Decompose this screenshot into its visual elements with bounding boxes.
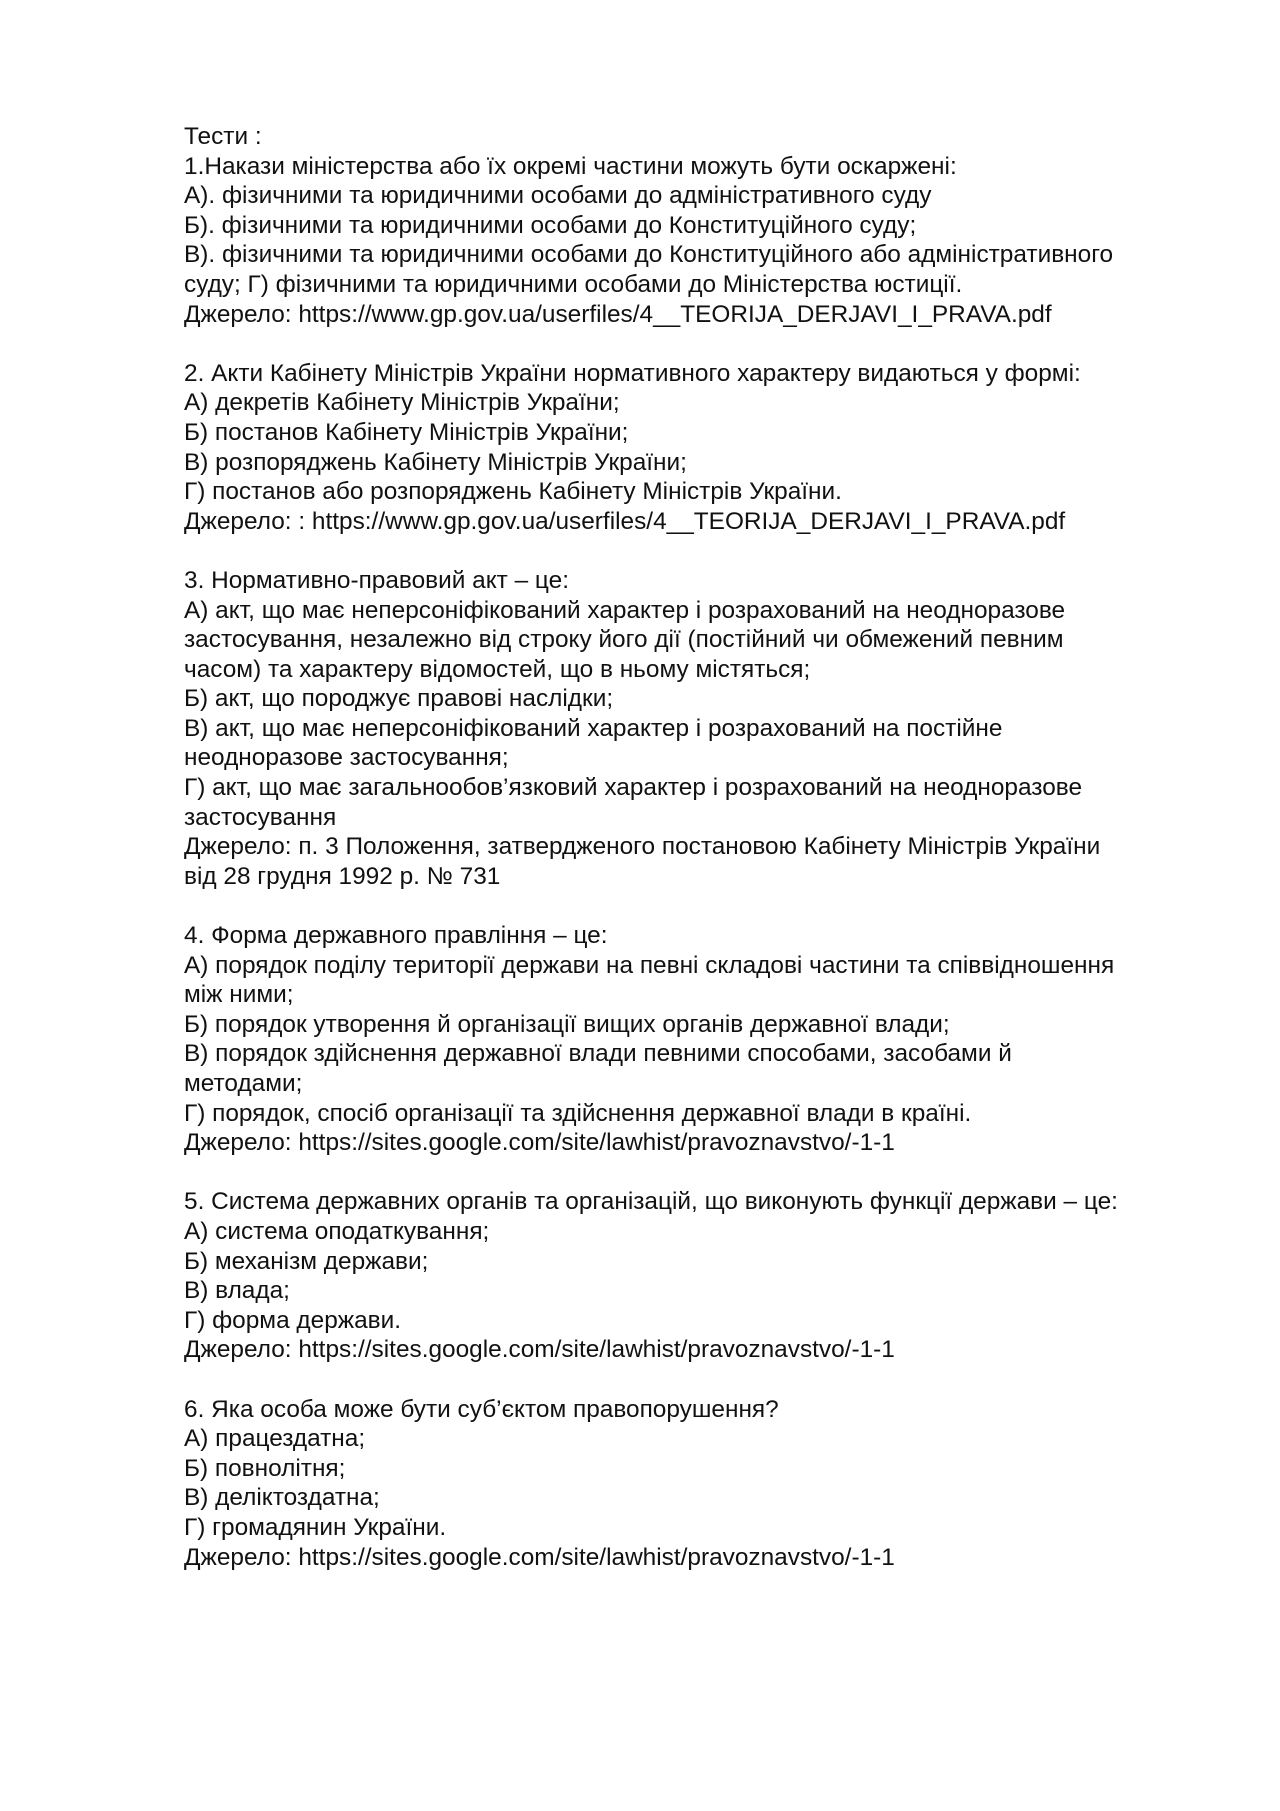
answer-option: В) деліктоздатна; xyxy=(184,1484,380,1512)
question-text: 6. Яка особа може бути суб’єктом правопорушення? xyxy=(184,1395,779,1423)
question-text: 3. Нормативно-правовий акт – це: xyxy=(184,566,569,594)
question-text: 1.Накази міністерства або їх окремі частини можуть бути оскаржені: xyxy=(184,152,957,180)
question-block xyxy=(184,152,1184,330)
question-spacer xyxy=(184,1158,1184,1188)
question-text: 5. Система державних органів та організацій, що виконують функції держави – це: xyxy=(184,1188,1118,1216)
answer-option: Г) постанов або розпоряджень Кабінету Міністрів України. xyxy=(184,478,842,506)
answer-option: Джерело: п. 3 Положення, затвердженого постановою Кабінету Міністрів України xyxy=(184,833,1101,861)
question-block xyxy=(184,359,1184,537)
question-spacer xyxy=(184,536,1184,566)
answer-option: В) акт, що має неперсоніфікований характер і розрахований на постійне xyxy=(184,714,1003,742)
answer-option: В). фізичними та юридичними особами до Конституційного або адміністративного xyxy=(184,241,1114,269)
source-line: Джерело: https://sites.google.com/site/lawhist/pravoznavstvo/-1-1 xyxy=(184,1129,895,1157)
answer-option: В) влада; xyxy=(184,1277,290,1305)
answer-option: Б) акт, що породжує правові наслідки; xyxy=(184,685,614,713)
source-line: Джерело: https://www.gp.gov.ua/userfiles/4__TEORIJA_DERJAVI_I_PRAVA.pdf xyxy=(184,300,1052,328)
answer-option: застосування xyxy=(184,803,337,831)
question-block xyxy=(184,1395,1184,1573)
answer-option: суду; Г) фізичними та юридичними особами до Міністерства юстиції. xyxy=(184,270,963,298)
answer-option: методами; xyxy=(184,1070,303,1097)
source-line: Джерело: https://sites.google.com/site/lawhist/pravoznavstvo/-1-1 xyxy=(184,1543,895,1571)
question-block xyxy=(184,1187,1184,1365)
answer-option: неодноразове застосування; xyxy=(184,744,509,772)
question-block xyxy=(184,566,1184,892)
answer-option: Б) механізм держави; xyxy=(184,1247,429,1275)
answer-option: Г) порядок, спосіб організації та здійснення державної влади в країні. xyxy=(184,1099,972,1127)
question-text: 4. Форма державного правління – це: xyxy=(184,922,608,950)
page-title: Тести : xyxy=(184,123,262,150)
answer-option: між ними; xyxy=(184,981,294,1009)
question-text: 2. Акти Кабінету Міністрів України нормативного характеру видаються у формі: xyxy=(184,359,1081,387)
answer-option: В) розпоряджень Кабінету Міністрів України; xyxy=(184,448,687,476)
answer-option: Г) акт, що має загальнообов’язковий характер і розрахований на неодноразове xyxy=(184,774,1083,802)
document-body xyxy=(184,122,1184,1572)
answer-option: А) працездатна; xyxy=(184,1425,366,1453)
source-line: від 28 грудня 1992 р. № 731 xyxy=(184,862,501,890)
answer-option: А) акт, що має неперсоніфікований характер і розрахований на неодноразове xyxy=(184,596,1066,624)
answer-option: А) система оподаткування; xyxy=(184,1217,490,1245)
answer-option: часом) та характеру відомостей, що в ньому містяться; xyxy=(184,655,811,683)
source-line: Джерело: https://sites.google.com/site/lawhist/pravoznavstvo/-1-1 xyxy=(184,1336,895,1364)
answer-option: Г) форма держави. xyxy=(184,1306,402,1334)
source-line: Джерело: : https://www.gp.gov.ua/userfiles/4__TEORIJA_DERJAVI_I_PRAVA.pdf xyxy=(184,507,1066,535)
question-block xyxy=(184,921,1184,1158)
answer-option: А) порядок поділу території держави на певні складові частини та співвідношення xyxy=(184,951,1115,979)
answer-option: Б). фізичними та юридичними особами до Конституційного суду; xyxy=(184,211,917,239)
answer-option: А). фізичними та юридичними особами до адміністративного суду xyxy=(184,182,932,210)
answer-option: Г) громадянин України. xyxy=(184,1513,447,1541)
answer-option: А) декретів Кабінету Міністрів України; xyxy=(184,389,620,417)
answer-option: застосування, незалежно від строку його дії (постійний чи обмежений певним xyxy=(184,626,1064,654)
answer-option: Б) постанов Кабінету Міністрів України; xyxy=(184,418,629,446)
question-spacer xyxy=(184,329,1184,359)
answer-option: Б) порядок утворення й організації вищих органів державної влади; xyxy=(184,1010,950,1038)
question-spacer xyxy=(184,891,1184,921)
answer-option: Б) повнолітня; xyxy=(184,1454,346,1482)
answer-option: В) порядок здійснення державної влади певними способами, засобами й xyxy=(184,1040,1012,1068)
question-spacer xyxy=(184,1365,1184,1395)
